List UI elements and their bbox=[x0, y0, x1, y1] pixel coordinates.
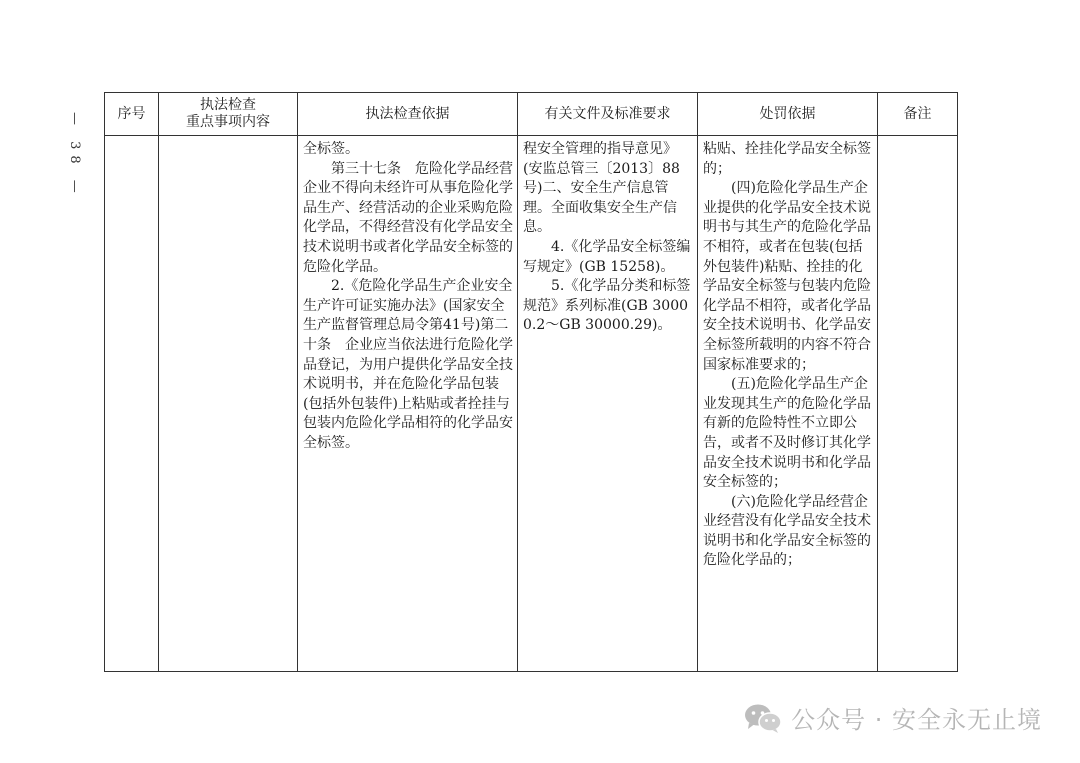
wechat-icon bbox=[743, 703, 783, 733]
cell-related-documents: 程安全管理的指导意见》(安监总管三〔2013〕88号)二、安全生产信息管理。全面收集安全生产信息。 4.《化学品安全标签编写规定》(GB 15258)。 5.《化学品分类和标签规范》系列标准(GB 30000.2～GB 30000.29)。 bbox=[518, 136, 698, 672]
cell-penalty-basis: 粘贴、拴挂化学品安全标签的； (四)危险化学品生产企业提供的化学品安全技术说明书与其生产的危险化学品不相符，或者在包装(包括外包装件)粘贴、拴挂的化学品安全标签与包装内危险化学品不相符，或者化学品安全技术说明书、化学品安全标签所载明的内容不符合国家标准要求的； (五)危险化学品生产企业发现其生产的危险化学品有新的危险特性不立即公告，或者不及时修订其化学品安全技术说明书和化学品安全标签的； (六)危险化学品经营企业经营没有化学品安全技术说明书和化学品安全标签的危险化学品的； bbox=[698, 136, 878, 672]
page-number: — 38 — bbox=[67, 112, 82, 199]
header-remarks: 备注 bbox=[878, 93, 958, 136]
cell-inspection-basis: 全标签。 第三十七条 危险化学品经营企业不得向未经许可从事危险化学品生产、经营活动的企业采购危险化学品，不得经营没有化学品安全技术说明书或者化学品安全标签的危险化学品。 2.《危险化学品生产企业安全生产许可证实施办法》(国家安全生产监督管理总局令第41号)第二十条 企业应当依法进行危险化学品登记，为用户提供化学品安全技术说明书，并在危险化学品包装(包括外包装件)上粘贴或者拴挂与包装内危险化学品相符的化学品安全标签。 bbox=[298, 136, 518, 672]
cell-focus-items bbox=[159, 136, 298, 672]
header-focus-items: 执法检查 重点事项内容 bbox=[159, 93, 298, 136]
header-penalty-basis: 处罚依据 bbox=[698, 93, 878, 136]
header-inspection-basis: 执法检查依据 bbox=[298, 93, 518, 136]
watermark-text: 公众号 · 安全永无止境 bbox=[791, 706, 1042, 734]
enforcement-table bbox=[104, 92, 958, 672]
watermark bbox=[743, 700, 1042, 735]
header-seq: 序号 bbox=[105, 93, 159, 136]
table-header-row bbox=[105, 93, 958, 136]
cell-remarks bbox=[878, 136, 958, 672]
table-row bbox=[105, 136, 958, 672]
cell-seq bbox=[105, 136, 159, 672]
header-related-documents: 有关文件及标准要求 bbox=[518, 93, 698, 136]
